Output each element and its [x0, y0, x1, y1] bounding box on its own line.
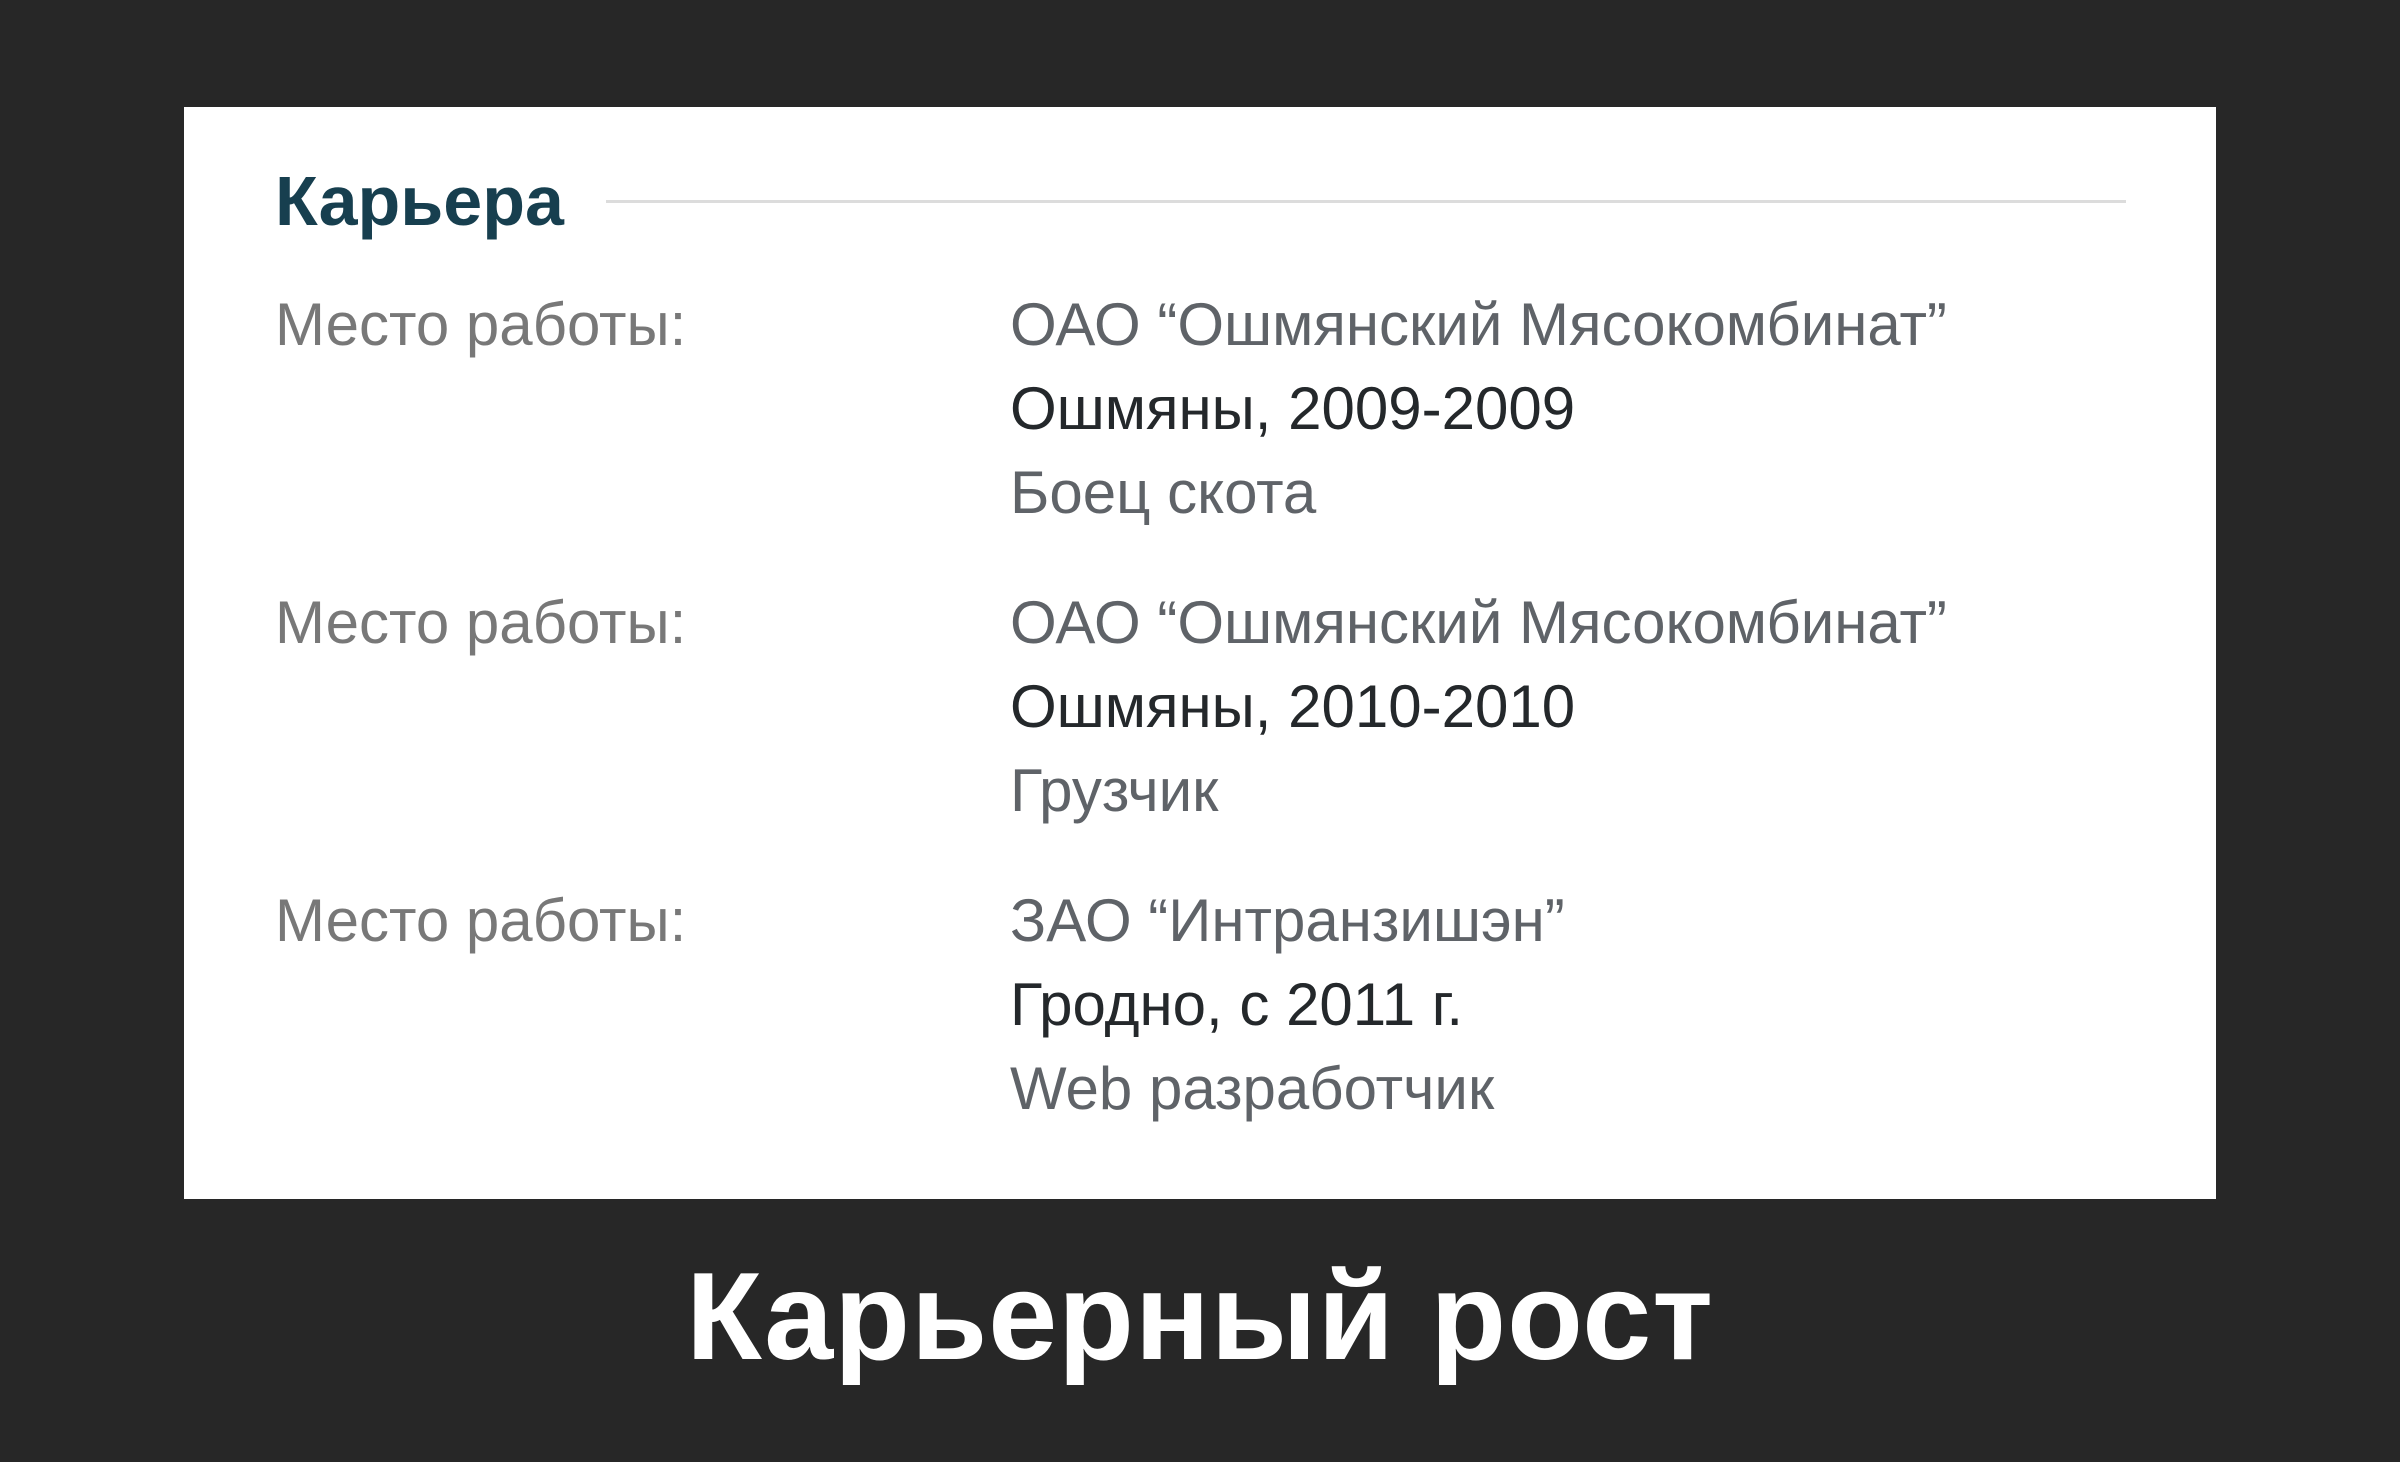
- caption-band: [0, 1199, 2400, 1462]
- career-card: [184, 107, 2216, 1199]
- career-entries: [275, 283, 2126, 1131]
- section-title: Карьера: [275, 162, 564, 240]
- entry-value: [1010, 283, 1947, 535]
- company-name: ЗАО “Интранзишэн”: [1010, 887, 1565, 954]
- career-entry-1: [275, 283, 2126, 535]
- career-entry-2: [275, 581, 2126, 833]
- location-period: Ошмяны, 2010-2010: [1010, 673, 1576, 740]
- card-header: [275, 159, 2126, 243]
- entry-value: [1010, 581, 1947, 833]
- meme-caption: Карьерный рост: [686, 1247, 1714, 1386]
- field-label: Место работы:: [275, 291, 687, 358]
- job-position: Web разработчик: [1010, 1055, 1495, 1122]
- location-period: Ошмяны, 2009-2009: [1010, 375, 1576, 442]
- location-period: Гродно, с 2011 г.: [1010, 971, 1463, 1038]
- career-entry-3: [275, 879, 2126, 1131]
- field-label: Место работы:: [275, 589, 687, 656]
- field-label: Место работы:: [275, 887, 687, 954]
- company-name: ОАО “Ошмянский Мясокомбинат”: [1010, 589, 1947, 656]
- header-divider: [606, 200, 2126, 203]
- job-position: Боец скота: [1010, 459, 1317, 526]
- job-position: Грузчик: [1010, 757, 1219, 824]
- company-name: ОАО “Ошмянский Мясокомбинат”: [1010, 291, 1947, 358]
- entry-value: [1010, 879, 1565, 1131]
